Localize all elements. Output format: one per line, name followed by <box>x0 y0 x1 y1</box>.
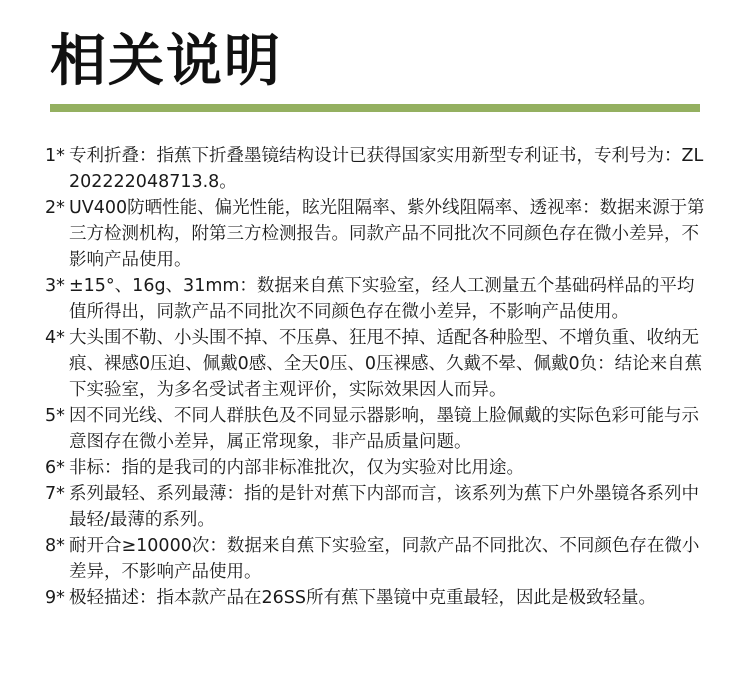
title-divider <box>50 104 700 112</box>
note-marker: 7* <box>45 484 65 504</box>
note-text: 非标：指的是我司的内部非标准批次，仅为实验对比用途。 <box>69 458 524 478</box>
note-item-4 <box>45 325 710 403</box>
note-item-6 <box>45 455 710 481</box>
note-marker: 6* <box>45 458 65 478</box>
note-marker: 5* <box>45 406 65 426</box>
note-text: 因不同光线、不同人群肤色及不同显示器影响，墨镜上脸佩戴的实际色彩可能与示意图存在微小差异，属正常现象，非产品质量问题。 <box>69 406 699 452</box>
page-title: 相关说明 <box>50 29 282 94</box>
note-marker: 1* <box>45 146 65 166</box>
note-item-7 <box>45 481 710 533</box>
note-item-3 <box>45 273 710 325</box>
note-text: 专利折叠：指蕉下折叠墨镜结构设计已获得国家实用新型专利证书，专利号为：ZL202222048713.8。 <box>69 146 704 192</box>
note-item-2 <box>45 195 710 273</box>
note-text: UV400防晒性能、偏光性能，眩光阻隔率、紫外线阻隔率、透视率：数据来源于第三方检测机构，附第三方检测报告。同款产品不同批次不同颜色存在微小差异，不影响产品使用。 <box>69 198 705 270</box>
note-marker: 2* <box>45 198 65 218</box>
note-item-9 <box>45 585 710 611</box>
note-item-1 <box>45 143 710 195</box>
note-text: ±15°、16g、31mm：数据来自蕉下实验室，经人工测量五个基础码样品的平均值所得出，同款产品不同批次不同颜色存在微小差异，不影响产品使用。 <box>69 276 695 322</box>
notes-list <box>45 143 710 611</box>
note-marker: 9* <box>45 588 65 608</box>
note-item-8 <box>45 533 710 585</box>
note-marker: 8* <box>45 536 65 556</box>
note-text: 极轻描述：指本款产品在26SS所有蕉下墨镜中克重最轻，因此是极致轻量。 <box>69 588 656 608</box>
note-text: 系列最轻、系列最薄：指的是针对蕉下内部而言，该系列为蕉下户外墨镜各系列中最轻/最薄的系列。 <box>69 484 699 530</box>
note-text: 大头围不勒、小头围不掉、不压鼻、狂甩不掉、适配各种脸型、不增负重、收纳无痕、裸感0压迫、佩戴0感、全天0压、0压裸感、久戴不晕、佩戴0负：结论来自蕉下实验室，为多名受试者主观评价，实际效果因人而异。 <box>69 328 703 400</box>
note-marker: 4* <box>45 328 65 348</box>
note-text: 耐开合≥10000次：数据来自蕉下实验室，同款产品不同批次、不同颜色存在微小差异，不影响产品使用。 <box>69 536 700 582</box>
note-marker: 3* <box>45 276 65 296</box>
note-item-5 <box>45 403 710 455</box>
